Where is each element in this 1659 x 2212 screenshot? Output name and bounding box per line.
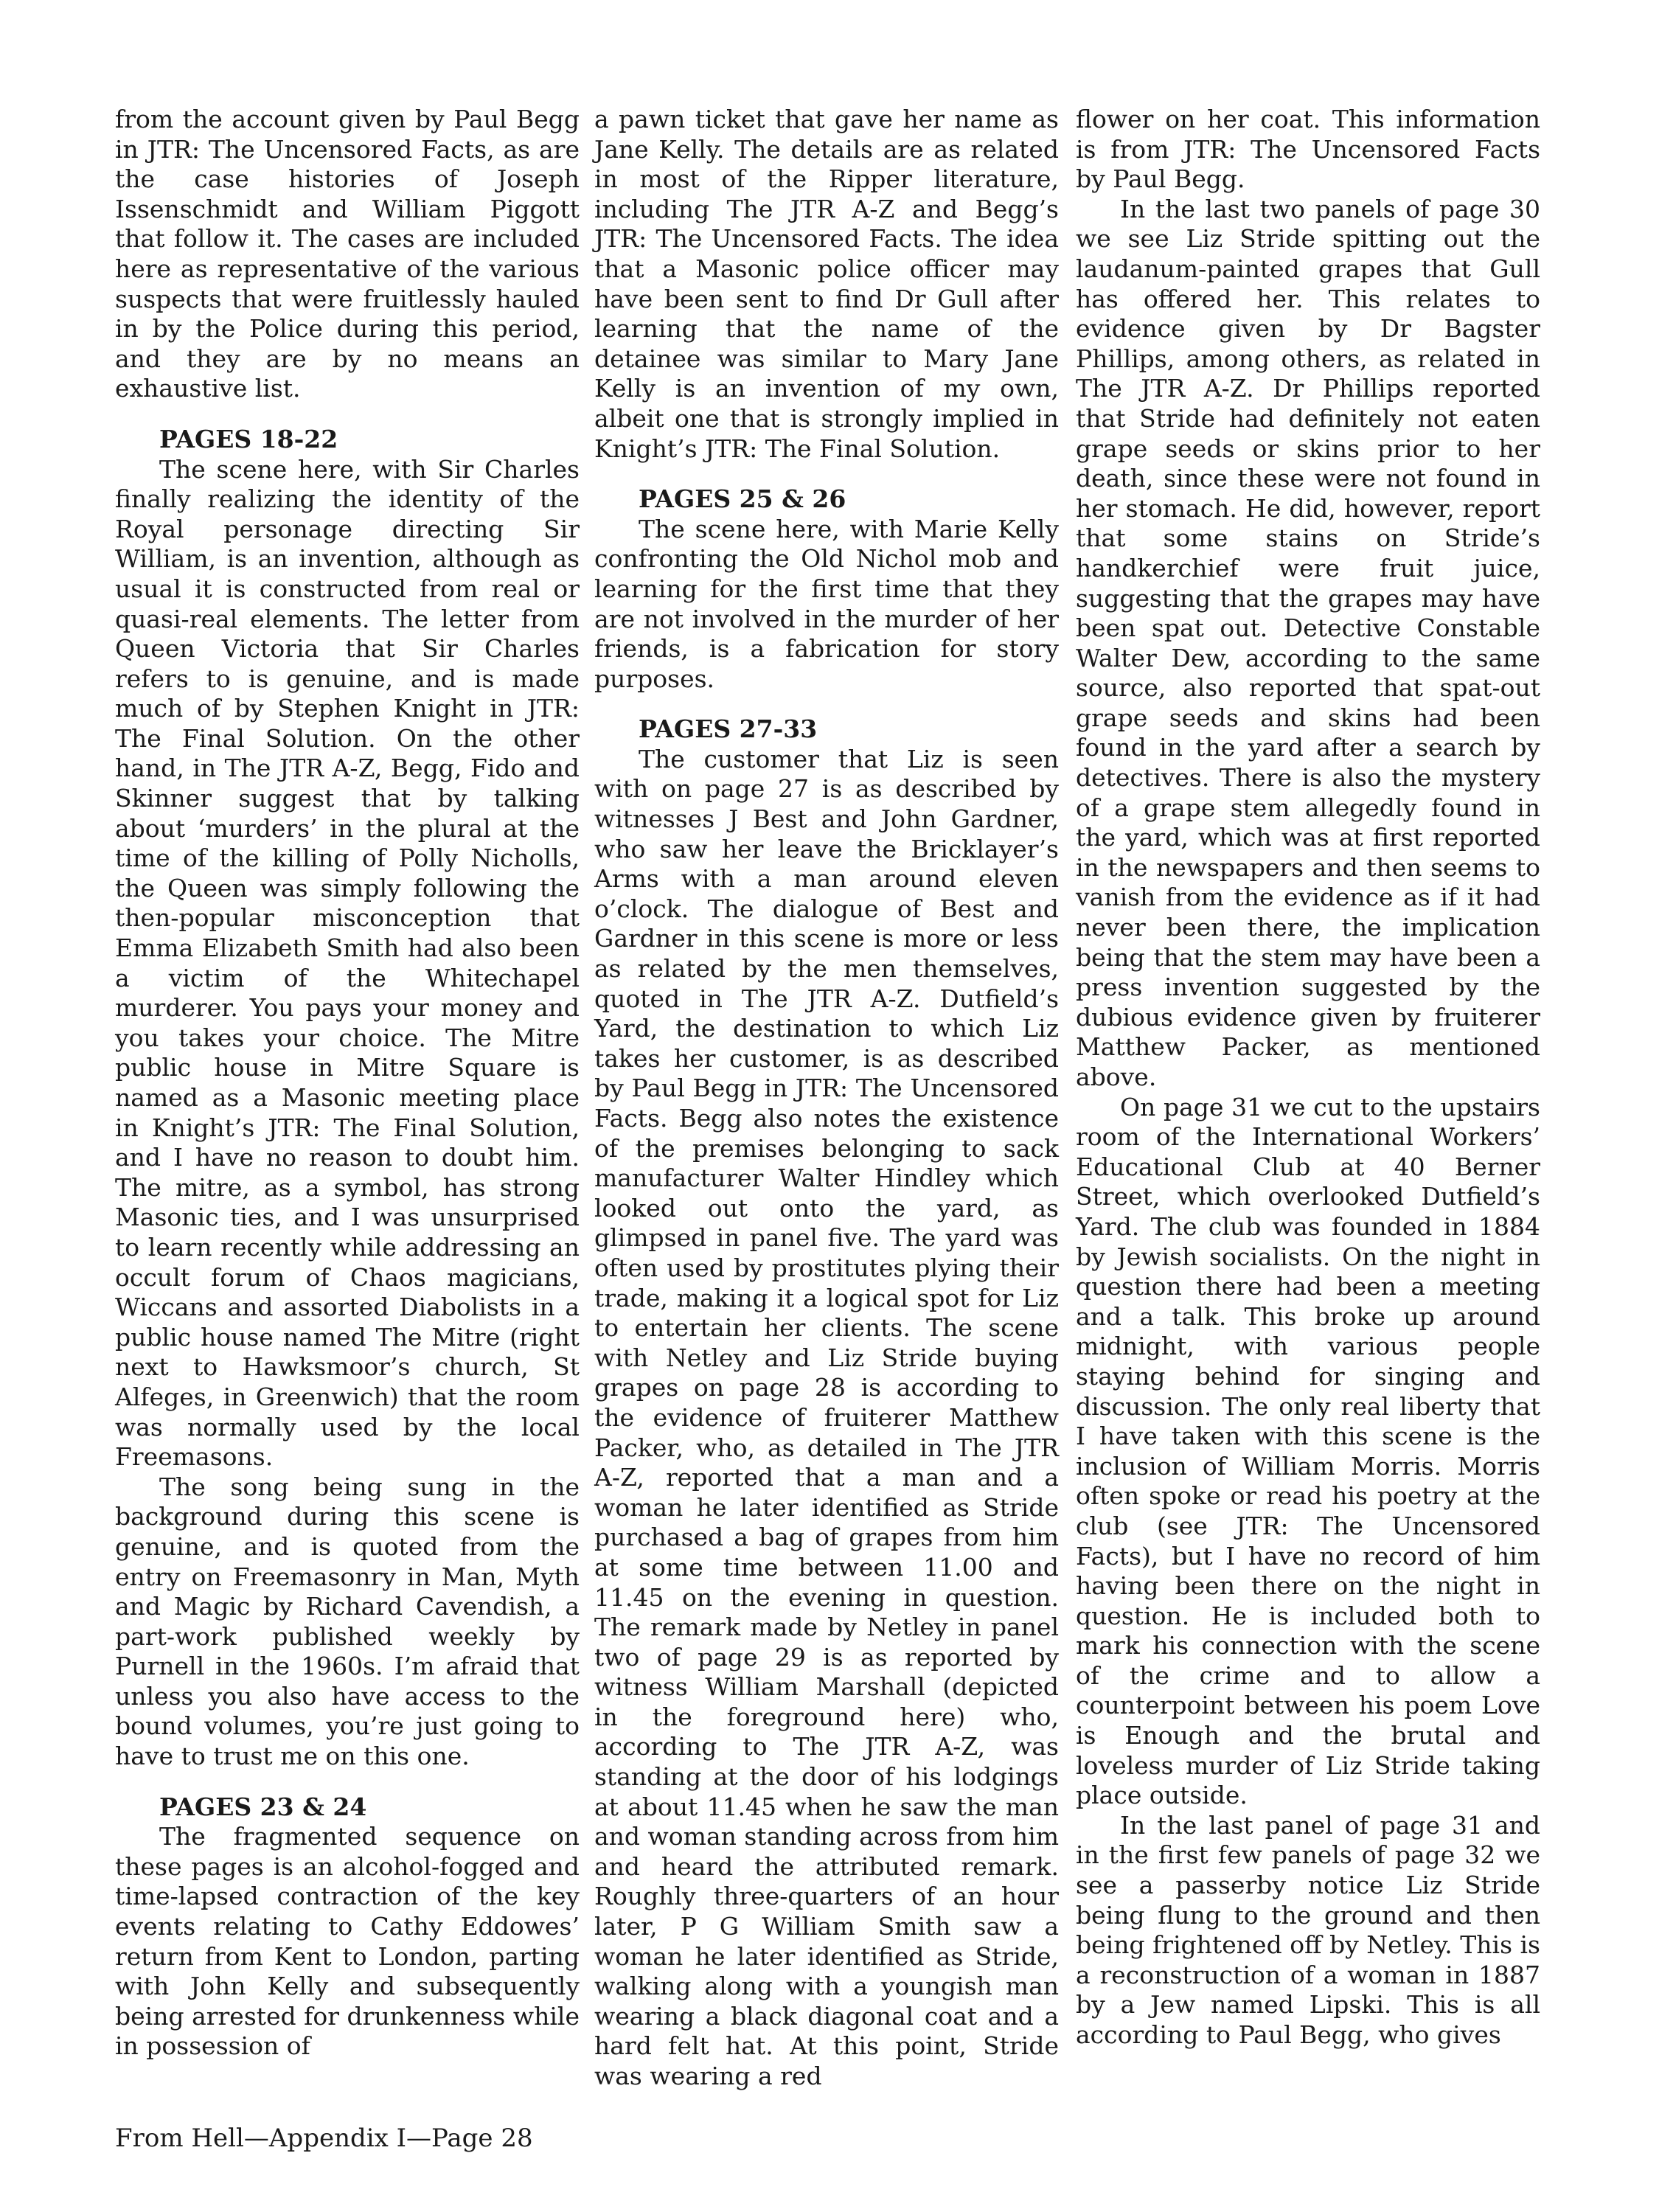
paragraph: In the last two panels of page 30 we see Liz Stride spitting out the laudanum-painted grapes that Gull has offered her. This relates to evidence given by Dr Bagster Phillips, among others, as related in The JTR A-Z. Dr Phillips reported that Stride had definitely not eaten grape seeds or skins prior to her death, since these were not found in her stomach. He did, however, report that some stains on Stride’s handkerchief were fruit juice, suggesting that the grapes may have been spat out. Detective Constable Walter Dew, according to the same source, also reported that spat-out grape seeds and skins had been found in the yard after a search by detectives. There is also the mystery of a grape stem allegedly found in the yard, which was at first reported in the newspapers and then seems to vanish from the evidence as if it had never been there, the implication being that the stem may have been a press invention suggested by the dubious evidence given by fruiterer Matthew Packer, as mentioned above. <box>1076 194 1540 1091</box>
paragraph: In the last panel of page 31 and in the first few panels of page 32 we see a passerby notice Liz Stride being flung to the ground and then being frightened off by Netley. This is a reconstruction of a woman in 1887 by a Jew named Lipski. This is all according to Paul Begg, who gives <box>1076 1810 1540 2049</box>
text-column-3 <box>1076 105 1540 2051</box>
page-footer: From Hell—Appendix I—Page 28 <box>115 2124 533 2153</box>
text-column-2 <box>594 105 1059 2092</box>
paragraph: flower on her coat. This information is from JTR: The Uncensored Facts by Paul Begg. <box>1076 105 1540 194</box>
paragraph: The scene here, with Marie Kelly confronting the Old Nichol mob and learning for the first time that they are not involved in the murder of her friends, is a fabrication for story purposes. <box>594 514 1059 693</box>
paragraph: The scene here, with Sir Charles finally realizing the identity of the Royal personage directing Sir William, is an invention, although as usual it is constructed from real or quasi-real elements. The letter from Queen Victoria that Sir Charles refers to is genuine, and is made much of by Stephen Knight in JTR: The Final Solution. On the other hand, in The JTR A-Z, Begg, Fido and Skinner suggest that by talking about ‘murders’ in the plural at the time of the killing of Polly Nicholls, the Queen was simply following the then-popular misconception that Emma Elizabeth Smith had also been a victim of the Whitechapel murderer. You pays your money and you takes your choice. The Mitre public house in Mitre Square is named as a Masonic meeting place in Knight’s JTR: The Final Solution, and I have no reason to doubt him. The mitre, as a symbol, has strong Masonic ties, and I was unsurprised to learn recently while addressing an occult forum of Chaos magicians, Wiccans and assorted Diabolists in a public house named The Mitre (right next to Hawksmoor’s church, St Alfeges, in Greenwich) that the room was normally used by the local Freemasons. <box>115 454 580 1472</box>
paragraph: On page 31 we cut to the upstairs room of the International Workers’ Educational Club at 40 Berner Street, which overlooked Dutfield’s Yard. The club was founded in 1884 by Jewish socialists. On the night in question there had been a meeting and a talk. This broke up around midnight, with various people staying behind for singing and discussion. The only real liberty that I have taken with this scene is the inclusion of William Morris. Morris often spoke or read his poetry at the club (see JTR: The Uncensored Facts), but I have no record of him having been there on the night in question. He is included both to mark his connection with the scene of the crime and to allow a counterpoint between his poem Love is Enough and the brutal and loveless murder of Liz Stride taking place outside. <box>1076 1092 1540 1810</box>
paragraph: a pawn ticket that gave her name as Jane Kelly. The details are as related in most of the Ripper literature, including The JTR A-Z and Begg’s JTR: The Uncensored Facts. The idea that a Masonic police officer may have been sent to find Dr Gull after learning that the name of the detainee was similar to Mary Jane Kelly is an invention of my own, albeit one that is strongly implied in Knight’s JTR: The Final Solution. <box>594 105 1059 463</box>
section-heading: PAGES 23 & 24 <box>159 1792 367 1821</box>
section-heading: PAGES 25 & 26 <box>639 484 846 514</box>
section-heading: PAGES 18-22 <box>159 424 338 453</box>
text-column-1 <box>115 105 580 2062</box>
paragraph: The song being sung in the background during this scene is genuine, and is quoted from the entry on Freemasonry in Man, Myth and Magic by Richard Cavendish, a part-work published weekly by Purnell in the 1960s. I’m afraid that unless you also have access to the bound volumes, you’re just going to have to trust me on this one. <box>115 1472 580 1771</box>
section-heading: PAGES 27-33 <box>639 714 818 744</box>
paragraph: from the account given by Paul Begg in JTR: The Uncensored Facts, as are the case histories of Joseph Issenschmidt and William Piggott that follow it. The cases are included here as representative of the various suspects that were fruitlessly hauled in by the Police during this period, and they are by no means an exhaustive list. <box>115 105 580 403</box>
paragraph: The fragmented sequence on these pages is an alcohol-fogged and time-lapsed contraction of the key events relating to Cathy Eddowes’ return from Kent to London, parting with John Kelly and subsequently being arrested for drunkenness while in possession of <box>115 1822 580 2061</box>
paragraph: The customer that Liz is seen with on page 27 is as described by witnesses J Best and John Gardner, who saw her leave the Bricklayer’s Arms with a man around eleven o’clock. The dialogue of Best and Gardner in this scene is more or less as related by the men themselves, quoted in The JTR A-Z. Dutfield’s Yard, the destination to which Liz takes her customer, is as described by Paul Begg in JTR: The Uncensored Facts. Begg also notes the existence of the premises belonging to sack manufacturer Walter Hindley which looked out onto the yard, as glimpsed in panel five. The yard was often used by prostitutes plying their trade, making it a logical spot for Liz to entertain her clients. The scene with Netley and Liz Stride buying grapes on page 28 is according to the evidence of fruiterer Matthew Packer, who, as detailed in The JTR A-Z, reported that a man and a woman he later identified as Stride purchased a bag of grapes from him at some time between 11.00 and 11.45 on the evening in question. The remark made by Netley in panel two of page 29 is as reported by witness William Marshall (depicted in the foreground here) who, according to The JTR A-Z, was standing at the door of his lodgings at about 11.45 when he saw the man and woman standing across from him and heard the attributed remark. Roughly three-quarters of an hour later, P G William Smith saw a woman he later identified as Stride, walking along with a youngish man wearing a black diagonal coat and a hard felt hat. At this point, Stride was wearing a red <box>594 744 1059 2090</box>
